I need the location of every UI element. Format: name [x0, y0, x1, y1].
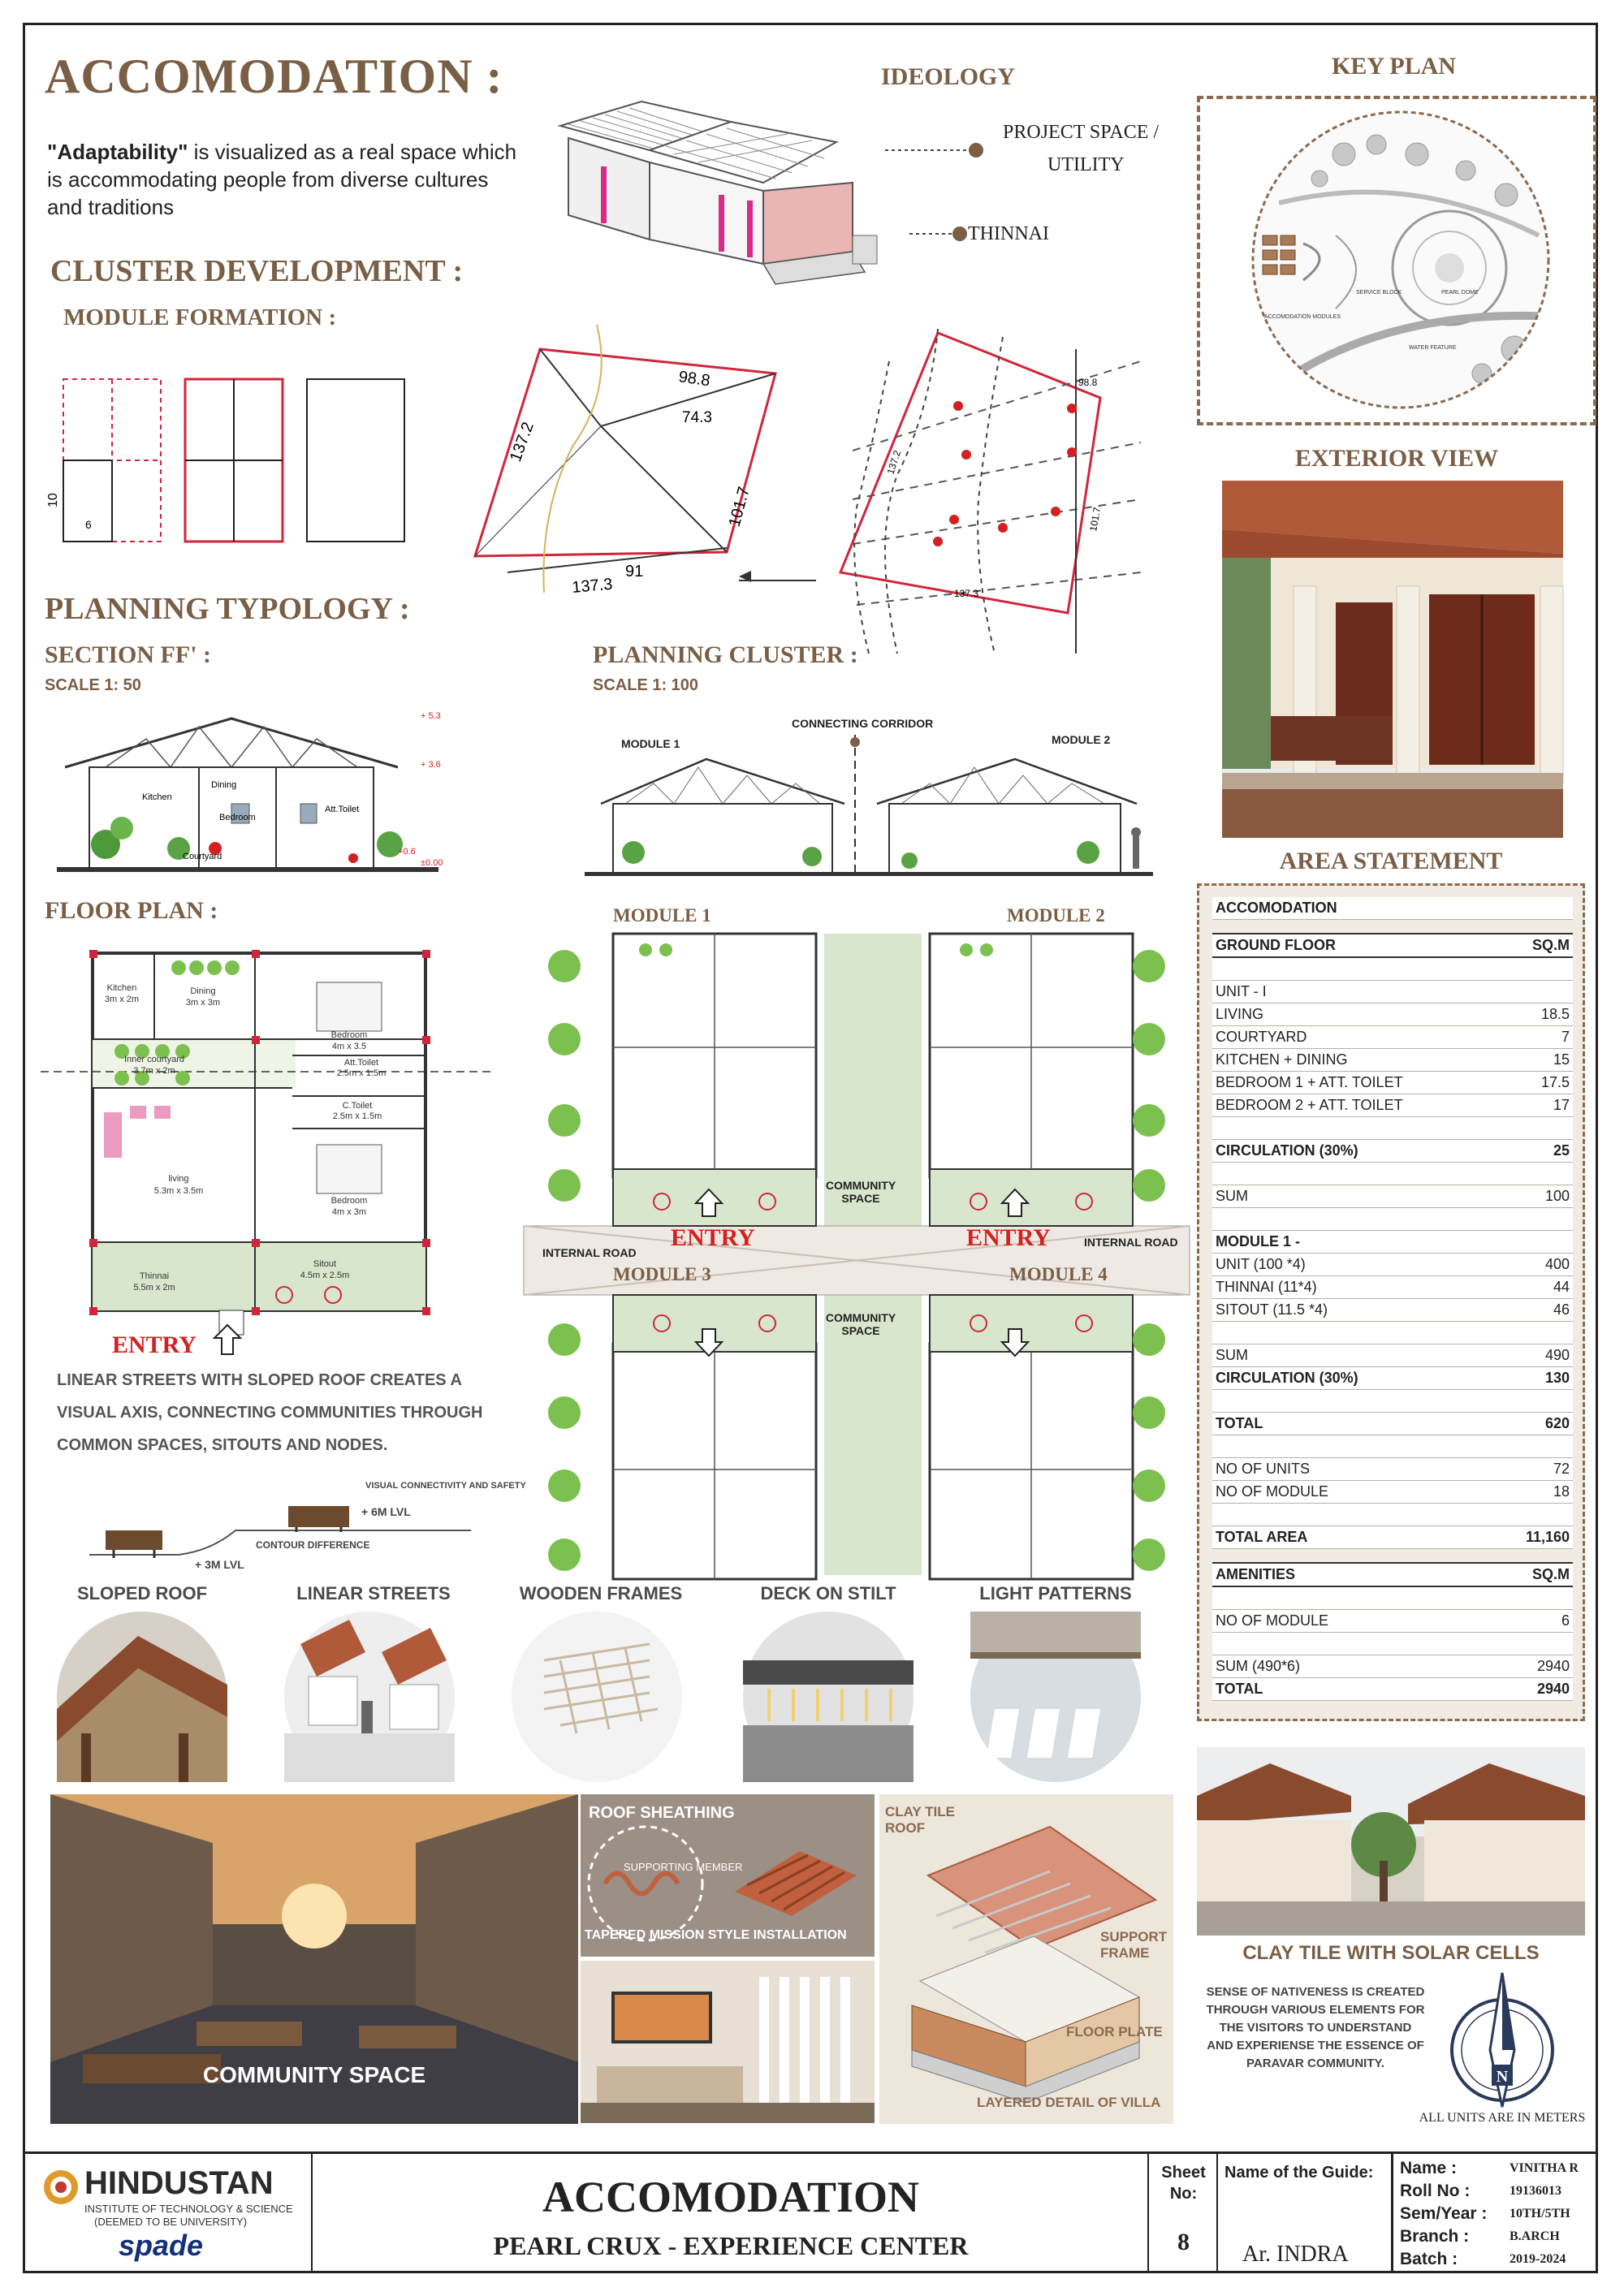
- area-row: [1212, 1678, 1573, 1701]
- area-row: [1212, 1367, 1573, 1390]
- area-row-label: SUM (490*6): [1212, 1655, 1498, 1678]
- ideology-title: IDEOLOGY: [881, 63, 1016, 90]
- student-field-row: [1400, 2159, 1595, 2182]
- area-row-label: [1212, 1208, 1498, 1231]
- nativeness-text: SENSE OF NATIVENESS IS CREATED THROUGH VARIOUS ELEMENTS FOR THE VISITORS TO UNDERSTAND AND EXPERIENSE THE ESSENCE OF PARAVAR COMMUNITY.: [1206, 1985, 1425, 2070]
- student-field-row: [1400, 2182, 1595, 2204]
- student-field-label: Roll No :: [1400, 2182, 1471, 2200]
- fp-room-att-toilet-size: 2.5m x 1.5m: [336, 1068, 387, 1078]
- area-row-value: 17.5: [1498, 1072, 1573, 1094]
- area-row-value: [1498, 1390, 1573, 1413]
- area-row-value: [1498, 957, 1573, 981]
- fp-room-living-size: 5.3m x 3.5m: [153, 1186, 204, 1196]
- units-note: ALL UNITS ARE IN METERS: [1419, 2111, 1586, 2125]
- solar-tile-caption: CLAY TILE WITH SOLAR CELLS: [1242, 1942, 1540, 1964]
- area-row-label: SITOUT (11.5 *4): [1212, 1299, 1498, 1322]
- area-row: [1212, 1140, 1573, 1163]
- area-row-value: [1498, 1549, 1573, 1564]
- solar-tile-render: [1197, 1747, 1585, 1936]
- area-row-label: [1212, 1390, 1498, 1413]
- fp-room-bedroom-2: Bedroom: [330, 1196, 368, 1206]
- key-plan-map: [1246, 106, 1555, 414]
- area-row: [1212, 934, 1573, 957]
- area-row-value: [1498, 897, 1573, 920]
- institution-subname: INSTITUTE OF TECHNOLOGY & SCIENCE: [84, 2203, 293, 2215]
- fp-room-dining: Dining: [190, 986, 216, 996]
- key-plan-title: KEY PLAN: [1332, 53, 1457, 80]
- area-row-value: 15: [1498, 1049, 1573, 1072]
- key-plan-label-service: SERVICE BLOCK: [1356, 290, 1402, 296]
- area-row-value: 130: [1498, 1367, 1573, 1390]
- area-row-label: NO OF MODULE: [1212, 1610, 1498, 1633]
- area-row-value: 18.5: [1498, 1003, 1573, 1026]
- area-row-value: [1498, 920, 1573, 934]
- area-row-label: TOTAL AREA: [1212, 1526, 1498, 1549]
- student-field-label: Sem/Year :: [1400, 2204, 1488, 2223]
- student-info-cell: [1391, 2154, 1598, 2273]
- fp-room-sitout-size: 4.5m x 2.5m: [300, 1271, 350, 1280]
- area-row: [1212, 1481, 1573, 1504]
- guide-cell: [1216, 2154, 1391, 2273]
- area-row-value: 620: [1498, 1413, 1573, 1435]
- institution-emblem-icon: [42, 2169, 80, 2206]
- feature-label-wooden-frames: WOODEN FRAMES: [519, 1583, 683, 1603]
- contour-label-visual: VISUAL CONNECTIVITY AND SAFETY: [365, 1481, 526, 1491]
- area-row: [1212, 1413, 1573, 1435]
- area-row-value: [1498, 1163, 1573, 1185]
- fp-room-kitchen: Kitchen: [106, 983, 137, 993]
- contour-label-3m: + 3M LVL: [195, 1558, 244, 1571]
- area-row: [1212, 1094, 1573, 1117]
- area-row-label: LIVING: [1212, 1003, 1498, 1026]
- supporting-member-label: SUPPORTING MEMBER: [624, 1861, 743, 1873]
- area-row-label: [1212, 1117, 1498, 1140]
- area-row: [1212, 1163, 1573, 1185]
- sec-room-courtyard: Courtyard: [183, 852, 222, 861]
- cluster-module-1: MODULE 1: [613, 905, 711, 926]
- area-row-value: SQ.M: [1498, 934, 1573, 957]
- intro-text: [47, 138, 518, 221]
- area-row-value: 400: [1498, 1254, 1573, 1276]
- contour-label-6m: + 6M LVL: [361, 1505, 411, 1518]
- area-row-label: TOTAL: [1212, 1678, 1498, 1701]
- area-row-label: UNIT - I: [1212, 981, 1498, 1003]
- community-space-caption: COMMUNITY SPACE: [202, 2062, 426, 2087]
- floor-plan-note: LINEAR STREETS WITH SLOPED ROOF CREATES A VISUAL AXIS, CONNECTING COMMUNITIES THROUGH COMMON SPACES, SITOUTS AND NODES.: [57, 1371, 483, 1454]
- area-row-value: [1498, 1208, 1573, 1231]
- area-row-label: NO OF MODULE: [1212, 1481, 1498, 1504]
- sheet-number-cell: [1147, 2154, 1216, 2273]
- spade-logo: spade: [119, 2229, 204, 2262]
- area-row: [1212, 1549, 1573, 1564]
- fp-room-kitchen-size: 3m x 2m: [104, 995, 140, 1004]
- fp-room-courtyard: Inner courtyard: [124, 1055, 184, 1064]
- institution-name: HINDUSTAN: [84, 2165, 274, 2201]
- feature-label-deck-on-stilt: DECK ON STILT: [760, 1583, 896, 1603]
- student-field-value: VINITHA R: [1510, 2161, 1579, 2175]
- label-project-space: PROJECT SPACE /: [1003, 122, 1160, 143]
- fp-room-thinnai: Thinnai: [139, 1271, 170, 1281]
- area-row: [1212, 1504, 1573, 1526]
- page-title: ACCOMODATION :: [45, 50, 503, 103]
- sheet-title: ACCOMODATION: [542, 2173, 919, 2221]
- student-field-label: Branch :: [1400, 2227, 1470, 2246]
- student-field-row: [1400, 2250, 1595, 2272]
- sec-level-1: + 5.3: [421, 711, 441, 721]
- area-row-value: 2940: [1498, 1655, 1573, 1678]
- area-row-value: [1498, 1633, 1573, 1655]
- guide-label: Name of the Guide:: [1224, 2164, 1374, 2182]
- fp-room-courtyard-size: 3.7m x 2m: [133, 1066, 175, 1076]
- sec-room-dining: Dining: [211, 780, 237, 790]
- area-row-label: KITCHEN + DINING: [1212, 1049, 1498, 1072]
- guide-name: Ar. INDRA: [1242, 2242, 1349, 2267]
- cluster-title: CLUSTER DEVELOPMENT :: [50, 254, 464, 288]
- fp-room-bedroom-1: Bedroom: [330, 1030, 368, 1040]
- dim-six: 6: [85, 518, 92, 531]
- support-frame-label: SUPPORT FRAME: [1100, 1929, 1168, 1961]
- area-row-label: SUM: [1212, 1185, 1498, 1208]
- area-row: [1212, 1049, 1573, 1072]
- module-formation-title: MODULE FORMATION :: [63, 304, 337, 330]
- student-field-value: 2019-2024: [1510, 2252, 1566, 2266]
- area-row-label: [1212, 1549, 1498, 1564]
- area-row-label: SUM: [1212, 1344, 1498, 1367]
- area-row-value: [1498, 1586, 1573, 1610]
- area-row: [1212, 1276, 1573, 1299]
- grid-plot-diagram: [735, 313, 1157, 670]
- area-row-value: [1498, 1231, 1573, 1254]
- area-row-label: ACCOMODATION: [1212, 897, 1498, 920]
- community-space-upper: COMMUNITY SPACE: [825, 1179, 896, 1205]
- area-row: [1212, 1231, 1573, 1254]
- feature-img-light-patterns: [970, 1612, 1141, 1782]
- feature-label-linear-streets: LINEAR STREETS: [296, 1583, 451, 1603]
- area-row: [1212, 1072, 1573, 1094]
- student-field-value: 19136013: [1510, 2184, 1561, 2198]
- fp-room-bedroom-1-size: 4m x 3.5: [331, 1042, 367, 1051]
- area-row-value: 490: [1498, 1344, 1573, 1367]
- floor-plan-entry: ENTRY: [112, 1331, 197, 1358]
- section-scale: SCALE 1: 50: [45, 676, 141, 694]
- grid-dim-1: 98.8: [1078, 377, 1098, 388]
- exterior-view-title: EXTERIOR VIEW: [1294, 445, 1499, 472]
- floor-plate-label: FLOOR PLATE: [1066, 2024, 1163, 2039]
- section-ff-drawing: [57, 706, 463, 877]
- area-row: [1212, 1655, 1573, 1678]
- planning-cluster-title: PLANNING CLUSTER :: [593, 641, 858, 668]
- site-dim-5: 91: [625, 563, 644, 580]
- feature-label-sloped-roof: SLOPED ROOF: [76, 1583, 208, 1603]
- cluster-module-2: MODULE 2: [1007, 905, 1105, 926]
- feature-img-sloped-roof: [57, 1612, 227, 1782]
- section-title: SECTION FF' :: [45, 641, 212, 668]
- feature-img-wooden-frames: [512, 1612, 682, 1782]
- area-row-value: 72: [1498, 1458, 1573, 1481]
- key-plan-label-water: WATER FEATURE: [1409, 345, 1457, 351]
- area-row-label: UNIT (100 *4): [1212, 1254, 1498, 1276]
- fp-room-dining-size: 3m x 3m: [185, 998, 221, 1008]
- area-row-value: [1498, 1117, 1573, 1140]
- area-row-value: 25: [1498, 1140, 1573, 1163]
- area-row-label: [1212, 1504, 1498, 1526]
- area-row: [1212, 1208, 1573, 1231]
- connecting-corridor-label: CONNECTING CORRIDOR: [792, 717, 934, 730]
- fp-room-living: living: [168, 1174, 189, 1184]
- area-row-value: 100: [1498, 1185, 1573, 1208]
- area-row: [1212, 1026, 1573, 1049]
- institution-logo-area: [39, 2164, 307, 2265]
- community-space-lower: COMMUNITY SPACE: [825, 1311, 896, 1337]
- contour-label-diff: CONTOUR DIFFERENCE: [256, 1539, 370, 1551]
- site-dim-2: 74.3: [682, 409, 712, 426]
- internal-road-left: INTERNAL ROAD: [542, 1246, 637, 1259]
- area-row-label: GROUND FLOOR: [1212, 934, 1498, 957]
- grid-dim-2: 137.2: [884, 449, 904, 476]
- site-dim-6: 137.3: [571, 575, 614, 597]
- floor-plan-title: FLOOR PLAN :: [45, 897, 218, 924]
- sheet-title-cell: [311, 2154, 1147, 2273]
- cluster-entry-left: ENTRY: [671, 1224, 755, 1251]
- area-row-value: 2940: [1498, 1678, 1573, 1701]
- fp-room-sitout: Sitout: [313, 1259, 337, 1269]
- sec-level-2: + 3.6: [421, 760, 441, 770]
- north-letter: N: [1496, 2068, 1509, 2086]
- area-row: [1212, 920, 1573, 934]
- feature-label-light-patterns: LIGHT PATTERNS: [979, 1583, 1132, 1603]
- entry-arrow-icon: [213, 1323, 242, 1356]
- area-row-value: SQ.M: [1498, 1563, 1573, 1586]
- cluster-module-3: MODULE 3: [613, 1264, 711, 1284]
- area-row-label: BEDROOM 2 + ATT. TOILET: [1212, 1094, 1498, 1117]
- site-dim-3: 137.2: [507, 420, 538, 464]
- area-row: [1212, 957, 1573, 981]
- grid-dim-4: 137.3: [954, 588, 979, 599]
- section-module-1-label: MODULE 1: [621, 737, 680, 750]
- feature-img-deck-on-stilt: [743, 1612, 914, 1782]
- area-row-label: [1212, 1633, 1498, 1655]
- area-row-label: MODULE 1 -: [1212, 1231, 1498, 1254]
- institution-deemed: (DEEMED TO BE UNIVERSITY): [94, 2216, 248, 2228]
- area-row-value: 11,160: [1498, 1526, 1573, 1549]
- sec-room-bedroom: Bedroom: [219, 813, 256, 822]
- area-row-label: [1212, 920, 1498, 934]
- area-row-label: [1212, 1435, 1498, 1458]
- intro-rest: is visualized as a real space which is accommodating people from diverse cultures and traditions: [47, 140, 517, 219]
- site-dim-4: 101.7: [725, 485, 754, 529]
- area-row-label: NO OF UNITS: [1212, 1458, 1498, 1481]
- area-row-value: [1498, 981, 1573, 1003]
- area-row-value: 17: [1498, 1094, 1573, 1117]
- key-plan-label-modules: ACCOMODATION MODULES: [1264, 314, 1341, 320]
- sec-level-4: ±0.00: [421, 858, 443, 868]
- area-row: [1212, 1299, 1573, 1322]
- area-row-label: CIRCULATION (30%): [1212, 1367, 1498, 1390]
- area-row-value: [1498, 1435, 1573, 1458]
- area-row: [1212, 1117, 1573, 1140]
- area-row-label: TOTAL: [1212, 1413, 1498, 1435]
- label-utility: UTILITY: [1047, 154, 1125, 175]
- student-field-row: [1400, 2204, 1595, 2227]
- sheet-number-label: Sheet No:: [1161, 2164, 1206, 2203]
- roof-sheathing-label: ROOF SHEATHING: [589, 1804, 735, 1822]
- student-field-label: Name :: [1400, 2159, 1458, 2177]
- module-formation-diagram: [41, 369, 406, 544]
- sheet-number: 8: [1177, 2229, 1190, 2255]
- clay-tile-roof-label: CLAY TILE ROOF: [885, 1804, 955, 1836]
- area-row: [1212, 1435, 1573, 1458]
- planning-title: PLANNING TYPOLOGY :: [45, 592, 410, 626]
- floor-plan-drawing: [41, 934, 495, 1356]
- ideology-sketch: [544, 77, 901, 288]
- planning-cluster-section: [568, 731, 1169, 881]
- exterior-view-render: [1222, 481, 1563, 838]
- cluster-module-4: MODULE 4: [1009, 1264, 1108, 1284]
- fp-room-thinnai-size: 5.5m x 2m: [133, 1283, 175, 1293]
- area-row-value: [1498, 1504, 1573, 1526]
- area-row: [1212, 981, 1573, 1003]
- cluster-entry-right: ENTRY: [966, 1224, 1051, 1251]
- area-row-value: 6: [1498, 1610, 1573, 1633]
- site-dim-1: 98.8: [677, 368, 711, 391]
- dim-ten: 10: [46, 493, 60, 507]
- area-row-value: 44: [1498, 1276, 1573, 1299]
- section-module-2-label: MODULE 2: [1052, 733, 1111, 746]
- student-field-value: 10TH/5TH: [1510, 2207, 1570, 2220]
- area-row: [1212, 1526, 1573, 1549]
- label-thinnai: THINNAI: [968, 223, 1049, 244]
- layered-detail-label: LAYERED DETAIL OF VILLA: [977, 2095, 1161, 2110]
- planning-cluster-scale: SCALE 1: 100: [593, 676, 699, 694]
- area-row: [1212, 1390, 1573, 1413]
- grid-dim-3: 101.7: [1087, 506, 1104, 533]
- student-field-value: B.ARCH: [1510, 2229, 1560, 2243]
- key-plan-label-dome: PEARL DOME: [1441, 290, 1479, 296]
- area-row-value: 7: [1498, 1026, 1573, 1049]
- area-row: [1212, 1633, 1573, 1655]
- area-row-label: BEDROOM 1 + ATT. TOILET: [1212, 1072, 1498, 1094]
- area-row-label: [1212, 1163, 1498, 1185]
- sheet-subtitle: PEARL CRUX - EXPERIENCE CENTER: [493, 2231, 969, 2260]
- area-row: [1212, 1610, 1573, 1633]
- area-row-label: THINNAI (11*4): [1212, 1276, 1498, 1299]
- area-row: [1212, 1254, 1573, 1276]
- area-row: [1212, 1586, 1573, 1610]
- area-statement-table: [1212, 897, 1573, 1701]
- area-row-value: [1498, 1322, 1573, 1344]
- area-statement-box: [1197, 883, 1585, 1721]
- intro-bold: "Adaptability": [47, 140, 188, 164]
- area-row: [1212, 897, 1573, 920]
- north-arrow-icon: [1441, 1969, 1563, 2115]
- area-row: [1212, 1185, 1573, 1208]
- area-row-label: [1212, 1322, 1498, 1344]
- area-statement-title: AREA STATEMENT: [1279, 848, 1503, 874]
- student-field-label: Batch :: [1400, 2250, 1458, 2268]
- sec-room-toilet: Att.Toilet: [325, 805, 360, 814]
- area-row-label: AMENITIES: [1212, 1563, 1498, 1586]
- area-row: [1212, 1344, 1573, 1367]
- sec-level-3: +0.6: [398, 847, 416, 857]
- area-row-label: COURTYARD: [1212, 1026, 1498, 1049]
- area-row-value: 18: [1498, 1481, 1573, 1504]
- contour-diagram: [89, 1474, 526, 1571]
- tapered-installation-label: TAPERED MISSION STYLE INSTALLATION: [585, 1928, 847, 1942]
- internal-road-right: INTERNAL ROAD: [1084, 1236, 1178, 1249]
- fp-room-bedroom-2-size: 4m x 3m: [331, 1207, 367, 1217]
- area-row: [1212, 1563, 1573, 1586]
- area-row-label: [1212, 1586, 1498, 1610]
- area-row: [1212, 1458, 1573, 1481]
- area-row: [1212, 1003, 1573, 1026]
- student-field-row: [1400, 2227, 1595, 2250]
- area-row-value: 46: [1498, 1299, 1573, 1322]
- feature-img-linear-streets: [284, 1612, 455, 1782]
- fp-room-c-toilet-size: 2.5m x 1.5m: [332, 1111, 382, 1121]
- sec-room-kitchen: Kitchen: [142, 792, 172, 802]
- interior-render: [581, 1961, 875, 2123]
- fp-room-c-toilet: C.Toilet: [342, 1101, 373, 1111]
- area-row: [1212, 1322, 1573, 1344]
- area-row-label: [1212, 957, 1498, 981]
- fp-room-att-toilet: Att.Toilet: [343, 1058, 379, 1068]
- title-block: [23, 2151, 1598, 2273]
- area-row-label: CIRCULATION (30%): [1212, 1140, 1498, 1163]
